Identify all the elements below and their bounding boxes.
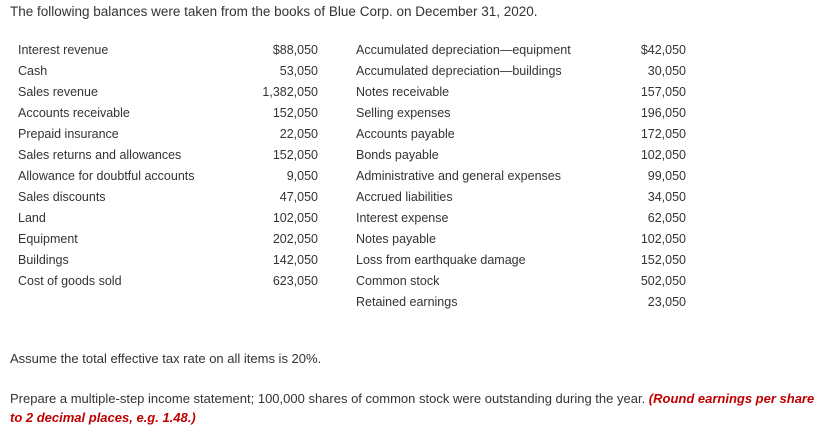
account-value: 34,050 (647, 190, 686, 204)
account-label: Selling expenses (356, 106, 451, 120)
left-account-labels (18, 40, 248, 292)
account-label: Accounts receivable (18, 106, 130, 120)
account-label: Prepaid insurance (18, 127, 119, 141)
account-value: 152,050 (272, 106, 318, 120)
account-label: Retained earnings (356, 295, 458, 309)
account-label: Sales discounts (18, 190, 106, 204)
left-account-values (250, 40, 318, 292)
account-value: 152,050 (640, 253, 686, 267)
intro-text: The following balances were taken from the books of Blue Corp. on December 31, 2020. (10, 4, 538, 19)
account-label: Cost of goods sold (18, 274, 122, 288)
account-value: 202,050 (272, 232, 318, 246)
account-label: Cash (18, 64, 48, 78)
account-label: Accumulated depreciation—equipment (356, 43, 571, 57)
account-label: Notes receivable (356, 85, 450, 99)
account-label: Bonds payable (356, 148, 439, 162)
account-label: Interest expense (356, 211, 449, 225)
account-value: 23,050 (647, 295, 686, 309)
account-value: 172,050 (640, 127, 686, 141)
account-label: Land (18, 211, 46, 225)
account-label: Accounts payable (356, 127, 455, 141)
account-value: 30,050 (647, 64, 686, 78)
account-label: Buildings (18, 253, 69, 267)
account-value: 9,050 (286, 169, 318, 183)
account-label: Notes payable (356, 232, 436, 246)
account-value: 47,050 (279, 190, 318, 204)
right-account-values (620, 40, 686, 313)
instruction: Prepare a multiple-step income statement; 100,000 shares of common stock were outstanding during the year. (10, 391, 649, 406)
account-label: Sales returns and allowances (18, 148, 182, 162)
account-value: 1,382,050 (262, 85, 318, 99)
account-value: 102,050 (640, 232, 686, 246)
account-value: 152,050 (272, 148, 318, 162)
account-label: Accumulated depreciation—buildings (356, 64, 562, 78)
account-value: $88,050 (272, 43, 318, 57)
account-label: Sales revenue (18, 85, 98, 99)
instruction-text (10, 389, 822, 427)
account-label: Allowance for doubtful accounts (18, 169, 195, 183)
account-value: 623,050 (272, 274, 318, 288)
rounding-note: (Round earnings per share to 2 decimal places, e.g. 1.48.) (10, 391, 815, 425)
account-value: 62,050 (647, 211, 686, 225)
right-account-labels (356, 40, 616, 313)
account-value: 157,050 (640, 85, 686, 99)
account-label: Accrued liabilities (356, 190, 453, 204)
account-value: 53,050 (279, 64, 318, 78)
account-value: 22,050 (279, 127, 318, 141)
account-label: Equipment (18, 232, 78, 246)
account-value: 502,050 (640, 274, 686, 288)
account-label: Administrative and general expenses (356, 169, 561, 183)
account-value: 102,050 (640, 148, 686, 162)
account-value: 102,050 (272, 211, 318, 225)
account-value: 142,050 (272, 253, 318, 267)
account-label: Loss from earthquake damage (356, 253, 526, 267)
account-value: $42,050 (640, 43, 686, 57)
account-label: Common stock (356, 274, 440, 288)
tax-assumption: Assume the total effective tax rate on all items is 20%. (10, 351, 322, 366)
account-value: 99,050 (647, 169, 686, 183)
account-label: Interest revenue (18, 43, 109, 57)
account-value: 196,050 (640, 106, 686, 120)
